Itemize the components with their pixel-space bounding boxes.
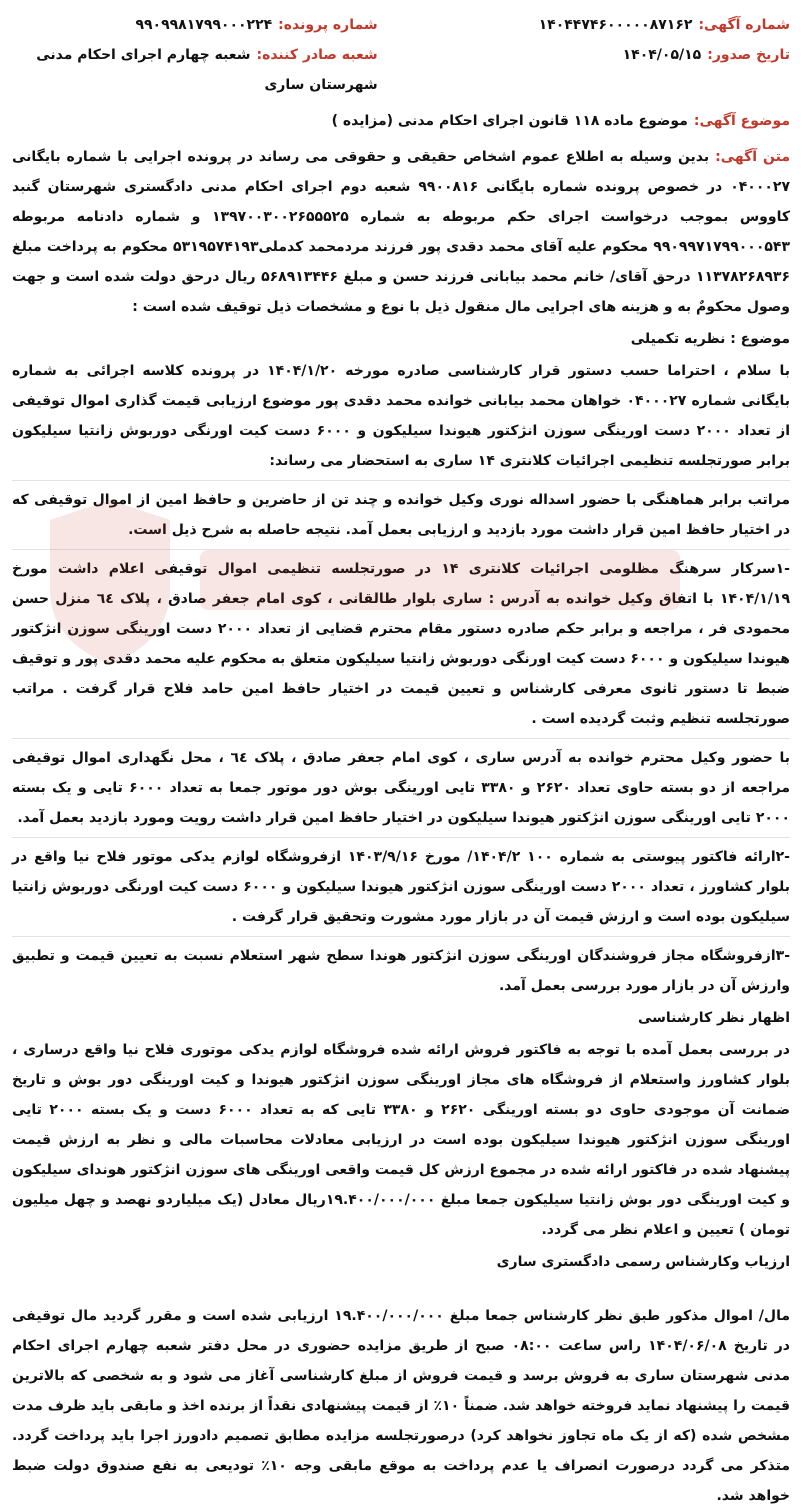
issuer: شعبه صادر کننده:شعبه چهارم اجرای احکام مدنی شهرستان ساری	[36, 47, 378, 93]
paragraph-3: -۱سرکار سرهنگ مظلومی اجرائیات کلانتری ۱۴ در صورتجلسه تنظیمی اموال توقیفی اعلام داشت مورخ ۱۴۰۴/۱/۱۹ با اتفاق وکیل خوانده به آدرس : ساری بلوار طالقانی ، کوی امام جعفر صادق ، پلاک ٦٤ منزل حسن محمودی فر ، مراجعه و برابر حکم صادره دستور مقام محترم قضایی از تعداد ۲۰۰۰ دست اورینگی سوزن انژکتور هیوندا سیلیکون و ۶۰۰۰ دست کیت اورنگی دوربوش زانتیا سیلیکون متعلق به محکوم علیه محمد دقدی پور و توقیف ضبط تا دستور ثانوی معرفی کارشناس و تعیین قیمت در اختیار حافظ امین حامد فلاح قرار گرفت . مراتب صورتجلسه تنظیم وثبت گردیده است .	[12, 561, 790, 727]
paragraph-1: با سلام ، احتراما حسب دستور قرار کارشناسی صادره مورخه ۱۴۰۴/۱/۲۰ در پرونده کلاسه اجرائی به شماره بایگانی شماره ۰۴۰۰۰۲۷ خواهان محمد بیابانی خوانده محمد دقدی پور موضوع ارزیابی قیمت گذاری اموال توقیفی از تعداد ۲۰۰۰ دست اورینگی سوزن انژکتور هیوندا سیلیکون و ۶۰۰۰ دست کیت اورنگی دوربوش زانتیا سیلیکون برابر صورتجلسه تنظیمی اجرائیات کلانتری ۱۴ ساری به استحضار می رساند:	[12, 363, 791, 469]
issue-date: تاریخ صدور:۱۴۰۴/۰۵/۱۵	[622, 47, 790, 63]
topic-line: موضوع : نظریه تکمیلی	[630, 331, 790, 347]
notice-number: شماره آگهی:۱۴۰۴۴۷۴۶۰۰۰۰۰۸۷۱۶۲	[538, 17, 790, 33]
paragraph-7: در بررسی بعمل آمده با توجه به فاکتور فروش ارائه شده فروشگاه لوازم یدکی موتوری فلاح نیا واقع درساری ، بلوار کشاورز واستعلام از فروشگاه های مجاز اورینگی سوزن انژکتور هیوندا و کیت اورینگی دور بوش و تاریخ ضمانت آن موجودی حاوی دو بسته اورینگی ۲۶۲۰ و ۳۳۸۰ تایی که به تعداد ۶۰۰۰ دست و یک بسته ۲۰۰۰ تایی اورینگی سوزن انژکتور هیوندا سیلیکون بوده است در ارزیابی معادلات محاسبات مالی و نظر به ارزش قیمت پیشنهاد شده در فاکتور ارائه شده در مجموع ارزش کل قیمت واقعی اورینگی های سوزن انژکتور هوندای سیلیکون و کیت اورینگی دور بوش زانتیا سیلیکون جمعا مبلغ ۱۹.۴۰۰/۰۰۰/۰۰۰ریال معادل (یک میلیاردو نهصد و چهل میلیون تومان ) تعیین و اعلام نظر می گردد.	[12, 1042, 790, 1238]
paragraph-8: مال/ اموال مذکور طبق نظر کارشناس جمعا مبلغ ۱۹.۴۰۰/۰۰۰/۰۰۰ ارزیابی شده است و مقرر گردید مال توقیفی در تاریخ ۱۴۰۴/۰۶/۰۸ راس ساعت ۰۸:۰۰ صبح از طریق مزایده حضوری در محل دفتر شعبه چهارم اجرای احکام مدنی شهرستان ساری به فروش برسد و قیمت فروش از مبلغ کارشناسی آغاز می شود و به شخصی که بالاترین قیمت را پیشنهاد نماید فروخته خواهد شد. ضمناً ۱۰٪ از قیمت پیشنهادی نقداً از برنده اخذ و مابقی باید ظرف مدت مشخص شده (که از یک ماه تجاوز نخواهد کرد) درصورتجلسه مزایده مطابق تصمیم دادورز اجرا باید پرداخت گردد. متذکر می گردد درصورت انصراف یا عدم پرداخت به موقع مابقی وجه ۱۰٪ تودیعی به نفع صندوق دولت ضبط خواهد شد.	[12, 1308, 790, 1504]
header-row-2	[12, 40, 790, 100]
paragraph-5: -۲ارائه فاکتور پیوستی به شماره ۱۰۰ ۱۴۰۴/۲/ مورخ ۱۴۰۳/۹/۱۶ ازفروشگاه لوازم یدکی موتور فلاح نیا واقع در بلوار کشاورز ، تعداد ۲۰۰۰ دست اورینگی سوزن انژکتور هیوندا سیلیکون و ۶۰۰۰ دست کیت اورنگی دوربوش زانتیا سیلیکون بوده است و ارزش قیمت آن در بازار مورد مشورت وتحقیق قرار گرفت .	[12, 849, 790, 925]
header-row-1	[12, 10, 790, 40]
expert-heading: اظهار نظر کارشناسی	[637, 1010, 790, 1026]
notice-body-intro: متن آگهی: بدین وسیله به اطلاع عموم اشخاص حقیقی و حقوقی می رساند در پرونده اجرایی با شماره بایگانی ۰۴۰۰۰۲۷ در خصوص پرونده شماره بایگانی ۹۹۰۰۸۱۶ شعبه دوم اجرای احکام مدنی دادگستری شهرستان گنبد کاووس بموجب درخواست اجرای حکم مربوطه به شماره ۱۳۹۷۰۰۳۰۰۲۶۵۵۵۲۵ و شماره دادنامه مربوطه ۹۹۰۹۹۷۱۷۹۹۰۰۰۵۴۳ محکوم علیه آقای محمد دقدی پور فرزند مردمحمد کدملی۵۳۱۹۵۷۴۱۹۳ محکوم به پرداخت مبلغ ۱۱۳۷۸۲۶۸۹۳۶ درحق آقای/ خانم محمد بیابانی فرزند حسن و مبلغ ۵۶۸۹۱۳۴۴۶ ریال درحق دولت شده است و جهت وصول محکومٌ به و هزینه های اجرایی مال منقول ذیل با نوع و مشخصات ذیل توقیف شده است :	[12, 149, 791, 315]
paragraph-6: -۳ازفروشگاه مجاز فروشندگان اورینگی سوزن انژکتور هوندا سطح شهر استعلام نسبت به تعیین قیمت و تطبیق وارزش آن در بازار مورد بررسی بعمل آمد.	[12, 948, 790, 994]
paragraph-4: با حضور وکیل محترم خوانده به آدرس ساری ، کوی امام جعفر صادق ، پلاک ٦٤ ، محل نگهداری اموال توقیفی مراجعه از دو بسته حاوی تعداد ۲۶۲۰ و ۳۳۸۰ تایی اورینگی بوش دور موتور جمعا به تعداد ۶۰۰۰ تایی و یک بسته ۲۰۰۰ تایی اورینگی سوزن انژکتور هیوندا سیلیکون در اختیار حافظ امین قرار داشت رویت ومورد بازدید بعمل آمد.	[12, 750, 791, 826]
file-number: شماره پرونده:۹۹۰۹۹۸۱۷۹۹۰۰۰۲۲۴	[135, 17, 378, 33]
paragraph-2: مراتب برابر هماهنگی با حضور اسداله نوری وکیل خوانده و چند تن از حاضرین و حافظ امین از اموال توقیفی که در اختیار حافظ امین قرار داشت مورد بازدید و ارزیابی بعمل آمد. نتیجه حاصله به شرح ذیل است.	[12, 492, 790, 538]
notice-subject: موضوع آگهی:موضوع ماده ۱۱۸ قانون اجرای احکام مدنی (مزایده )	[331, 113, 790, 129]
signature-line: ارزیاب وکارشناس رسمی دادگستری ساری	[496, 1254, 790, 1270]
